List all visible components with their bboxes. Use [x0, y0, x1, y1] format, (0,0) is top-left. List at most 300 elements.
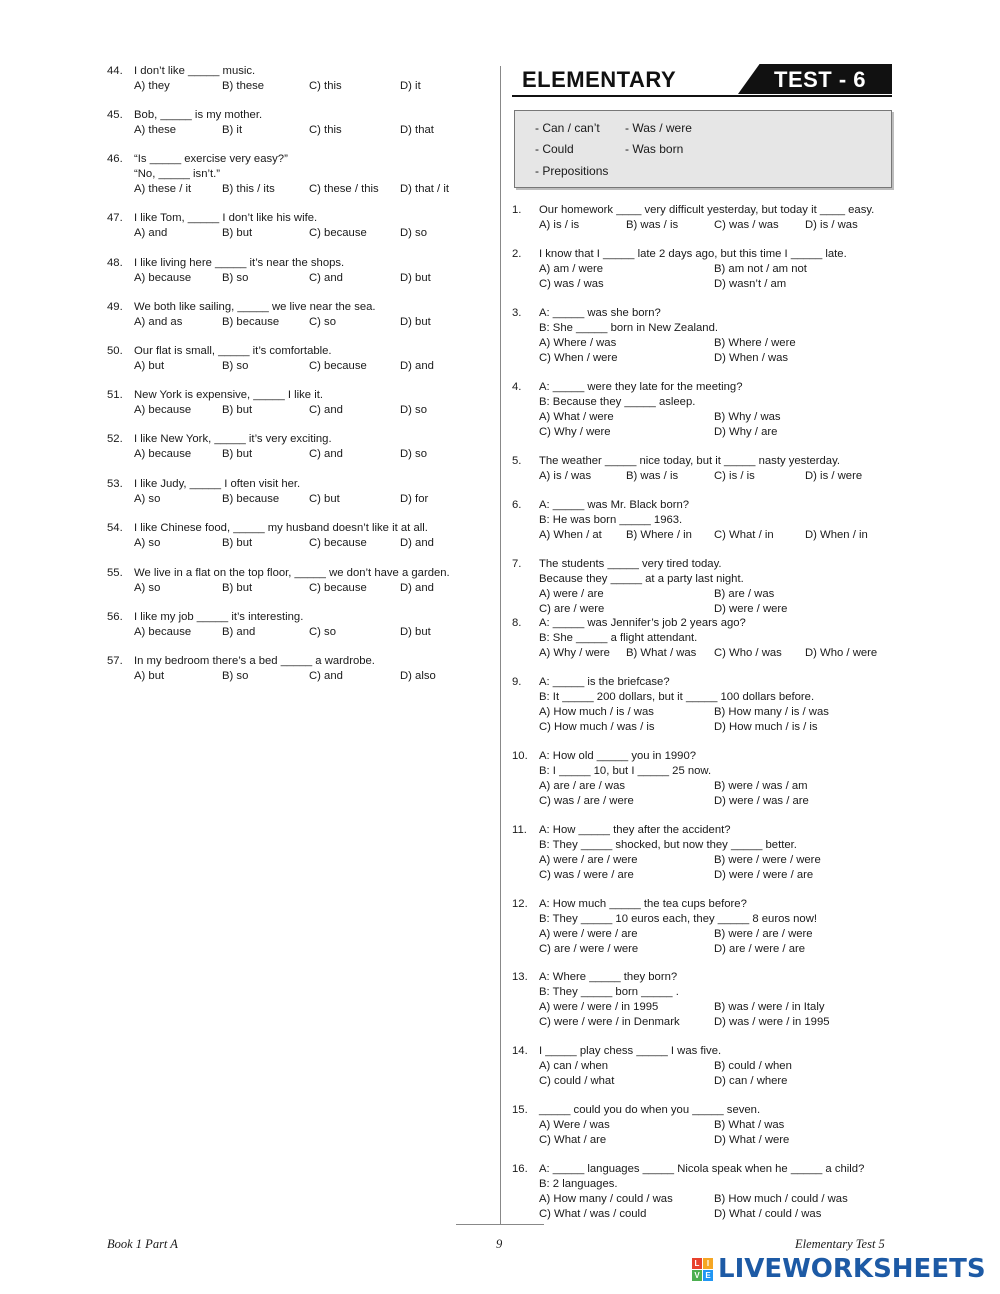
options-row [512, 351, 897, 366]
options-row [512, 794, 897, 809]
answer-option[interactable]: A) because [134, 404, 192, 416]
answer-option[interactable]: C) What / was / could [539, 1208, 647, 1220]
answer-option[interactable]: A) because [134, 626, 192, 638]
options-row [512, 1118, 897, 1133]
answer-option[interactable]: B) How much / could / was [714, 1193, 848, 1205]
question-number: 10. [512, 750, 528, 762]
answer-option[interactable]: D) for [400, 493, 429, 505]
question-number: 7. [512, 558, 522, 570]
question-text: Because they _____ at a party last night. [539, 573, 744, 585]
answer-option[interactable]: A) am / were [539, 263, 604, 275]
question-stem [107, 654, 487, 669]
options-row [107, 226, 487, 241]
answer-option[interactable]: D) so [400, 448, 427, 460]
answer-option[interactable]: A) How much / is / was [539, 706, 654, 718]
options-row [512, 1015, 897, 1030]
answer-option[interactable]: C) and [309, 448, 343, 460]
question-number: 49. [107, 301, 123, 313]
options-row [512, 602, 897, 617]
options-row [107, 123, 487, 138]
answer-option[interactable]: D) When / in [805, 529, 868, 541]
question-number: 48. [107, 257, 123, 269]
question-stem [512, 985, 897, 1000]
question-stem [512, 557, 897, 572]
question-item [107, 300, 487, 330]
answer-option[interactable]: D) but [400, 316, 431, 328]
answer-option[interactable]: C) could / what [539, 1075, 615, 1087]
options-row [107, 492, 487, 507]
answer-option[interactable]: A) were / were / are [539, 928, 638, 940]
options-row [512, 779, 897, 794]
question-stem [107, 388, 487, 403]
footer-book: Book 1 Part A [107, 1237, 178, 1251]
question-text: B: He was born _____ 1963. [539, 514, 683, 526]
question-number: 44. [107, 65, 123, 77]
answer-option[interactable]: A) When / at [539, 529, 602, 541]
answer-option[interactable]: C) was / were / are [539, 869, 634, 881]
question-item [512, 203, 897, 233]
answer-option[interactable]: C) but [309, 493, 340, 505]
question-text: B: Because they _____ asleep. [539, 396, 696, 408]
liveworksheets-brand[interactable] [692, 1256, 992, 1286]
answer-option[interactable]: C) Who / was [714, 647, 782, 659]
answer-option[interactable]: B) but [222, 537, 253, 549]
question-stem [512, 838, 897, 853]
question-text: A: _____ was Jennifer’s job 2 years ago? [539, 617, 746, 629]
answer-option[interactable]: A) and [134, 227, 168, 239]
answer-option[interactable]: C) because [309, 582, 367, 594]
question-text: I like living here _____ it’s near the shops. [134, 257, 345, 269]
options-row [512, 1074, 897, 1089]
answer-option[interactable]: A) because [134, 272, 192, 284]
answer-option[interactable]: A) were / were / in 1995 [539, 1001, 659, 1013]
answer-option[interactable]: D) was / were / in 1995 [714, 1016, 830, 1028]
question-stem [512, 203, 897, 218]
options-row [512, 1192, 897, 1207]
options-row [512, 720, 897, 735]
question-item [512, 380, 897, 440]
question-text: I like Judy, _____ I often visit her. [134, 478, 301, 490]
question-number: 55. [107, 567, 123, 579]
question-text: I like New York, _____ it’s very exciting. [134, 433, 332, 445]
answer-option[interactable]: C) so [309, 626, 336, 638]
question-stem [512, 454, 897, 469]
answer-option[interactable]: C) What / in [714, 529, 774, 541]
answer-option[interactable]: D) is / were [805, 470, 863, 482]
question-item [512, 897, 897, 957]
question-stem [512, 498, 897, 513]
level-title: ELEMENTARY [522, 67, 677, 92]
answer-option[interactable]: A) Where / was [539, 337, 617, 349]
answer-option[interactable]: B) are / was [714, 588, 775, 600]
question-item [107, 432, 487, 462]
options-row [512, 469, 897, 484]
question-number: 50. [107, 345, 123, 357]
answer-option[interactable]: B) were / was / am [714, 780, 808, 792]
topic-item: - Was / were [625, 121, 692, 135]
options-row [512, 927, 897, 942]
options-row [107, 271, 487, 286]
question-item [107, 654, 487, 684]
answer-option[interactable]: B) What / was [714, 1119, 785, 1131]
question-text: B: They _____ born _____ . [539, 986, 679, 998]
question-text: I _____ play chess _____ I was five. [539, 1045, 722, 1057]
options-row [107, 669, 487, 684]
question-stem [512, 631, 897, 646]
question-item [512, 454, 897, 484]
question-number: 14. [512, 1045, 528, 1057]
answer-option[interactable]: A) were / are [539, 588, 604, 600]
question-text: B: They _____ 10 euros each, they _____ 8 euros now! [539, 913, 818, 925]
answer-option[interactable]: C) and [309, 272, 343, 284]
answer-option[interactable]: A) How many / could / was [539, 1193, 673, 1205]
answer-option[interactable]: B) so [222, 670, 249, 682]
answer-option[interactable]: A) but [134, 360, 165, 372]
question-stem [107, 167, 487, 182]
options-row [107, 315, 487, 330]
options-row [512, 528, 897, 543]
topic-item: - Prepositions [535, 164, 609, 178]
question-item [512, 306, 897, 366]
answer-option[interactable]: C) How much / was / is [539, 721, 655, 733]
question-number: 45. [107, 109, 123, 121]
question-stem [512, 690, 897, 705]
question-stem [512, 1177, 897, 1192]
question-stem [107, 610, 487, 625]
answer-option[interactable]: D) and [400, 582, 434, 594]
options-row [512, 1000, 897, 1015]
question-text: I like Tom, _____ I don’t like his wife. [134, 212, 318, 224]
question-number: 46. [107, 153, 123, 165]
question-text: The students _____ very tired today. [539, 558, 722, 570]
question-text: I know that I _____ late 2 days ago, but this time I _____ late. [539, 248, 847, 260]
liveworksheets-wordmark: LIVEWORKSHEETS [718, 1254, 986, 1284]
question-stem [512, 749, 897, 764]
question-text: We both like sailing, _____ we live near the sea. [134, 301, 376, 313]
answer-option[interactable]: D) can / where [714, 1075, 788, 1087]
question-item [512, 1044, 897, 1089]
bottom-rule [456, 1224, 544, 1225]
answer-option[interactable]: B) it [222, 124, 243, 136]
options-row [512, 942, 897, 957]
answer-option[interactable]: C) this [309, 80, 342, 92]
question-number: 5. [512, 455, 522, 467]
question-stem [512, 395, 897, 410]
question-stem [107, 432, 487, 447]
question-text: A: How _____ they after the accident? [539, 824, 731, 836]
answer-option[interactable]: D) but [400, 626, 431, 638]
answer-option[interactable]: B) How many / is / was [714, 706, 829, 718]
answer-option[interactable]: B) was / is [626, 219, 679, 231]
question-text: Our flat is small, _____ it’s comfortable. [134, 345, 332, 357]
options-row [512, 336, 897, 351]
options-row [512, 410, 897, 425]
answer-option[interactable]: D) and [400, 360, 434, 372]
question-item [107, 610, 487, 640]
answer-option[interactable]: D) Why / are [714, 426, 778, 438]
answer-option[interactable]: D) that [400, 124, 434, 136]
question-number: 51. [107, 389, 123, 401]
question-text: “Is _____ exercise very easy?” [134, 153, 288, 165]
logo-letter: L [692, 1258, 702, 1269]
question-stem [512, 970, 897, 985]
answer-option[interactable]: D) When / was [714, 352, 789, 364]
answer-option[interactable]: A) but [134, 670, 165, 682]
question-item [512, 247, 897, 292]
answer-option[interactable]: A) is / was [539, 470, 592, 482]
answer-option[interactable]: A) so [134, 537, 161, 549]
answer-option[interactable]: D) is / was [805, 219, 858, 231]
question-text: I like Chinese food, _____ my husband doesn’t like it at all. [134, 522, 428, 534]
question-text: A: How old _____ you in 1990? [539, 750, 697, 762]
answer-option[interactable]: A) because [134, 448, 192, 460]
topic-item: - Could [535, 142, 574, 156]
answer-option[interactable]: B) was / were / in Italy [714, 1001, 825, 1013]
question-text: B: 2 languages. [539, 1178, 618, 1190]
answer-option[interactable]: B) but [222, 404, 253, 416]
question-number: 52. [107, 433, 123, 445]
question-number: 6. [512, 499, 522, 511]
question-text: A: Where _____ they born? [539, 971, 678, 983]
question-stem [512, 764, 897, 779]
answer-option[interactable]: A) What / were [539, 411, 614, 423]
answer-option[interactable]: C) were / were / in Denmark [539, 1016, 680, 1028]
answer-option[interactable]: C) because [309, 360, 367, 372]
column-divider [500, 66, 501, 1224]
question-item [107, 108, 487, 138]
answer-option[interactable]: A) and as [134, 316, 183, 328]
answer-option[interactable]: B) What / was [626, 647, 697, 659]
question-text: A: _____ languages _____ Nicola speak when he _____ a child? [539, 1163, 865, 1175]
answer-option[interactable]: B) because [222, 316, 280, 328]
question-stem [512, 1162, 897, 1177]
answer-option[interactable]: B) could / when [714, 1060, 792, 1072]
question-text: The weather _____ nice today, but it _____ nasty yesterday. [539, 455, 841, 467]
question-stem [512, 380, 897, 395]
question-item [512, 749, 897, 809]
answer-option[interactable]: B) these [222, 80, 265, 92]
test-title: TEST - 6 [774, 67, 867, 92]
liveworksheets-logo-icon [692, 1258, 714, 1282]
answer-option[interactable]: C) and [309, 670, 343, 682]
answer-option[interactable]: B) and [222, 626, 256, 638]
answer-option[interactable]: B) because [222, 493, 280, 505]
answer-option[interactable]: A) these / it [134, 183, 192, 195]
answer-option[interactable]: C) because [309, 537, 367, 549]
answer-option[interactable]: B) Why / was [714, 411, 781, 423]
question-number: 15. [512, 1104, 528, 1116]
answer-option[interactable]: C) because [309, 227, 367, 239]
answer-option[interactable]: A) can / when [539, 1060, 609, 1072]
answer-option[interactable]: D) were / were / are [714, 869, 814, 881]
topic-item: - Can / can’t [535, 121, 600, 135]
question-stem [512, 1044, 897, 1059]
question-text: B: I _____ 10, but I _____ 25 now. [539, 765, 712, 777]
options-row [107, 581, 487, 596]
question-item [512, 1103, 897, 1148]
answer-option[interactable]: D) also [400, 670, 436, 682]
question-item [107, 211, 487, 241]
answer-option[interactable]: D) but [400, 272, 431, 284]
question-item [107, 344, 487, 374]
answer-option[interactable]: D) are / were / are [714, 943, 806, 955]
answer-option[interactable]: D) and [400, 537, 434, 549]
question-number: 53. [107, 478, 123, 490]
question-number: 12. [512, 898, 528, 910]
question-item [512, 498, 897, 543]
options-row [107, 536, 487, 551]
question-stem [512, 912, 897, 927]
answer-option[interactable]: A) are / are / was [539, 780, 626, 792]
answer-option[interactable]: B) Where / were [714, 337, 796, 349]
answer-option[interactable]: B) am not / am not [714, 263, 807, 275]
question-text: B: They _____ shocked, but now they _____ better. [539, 839, 797, 851]
options-row [107, 447, 487, 462]
question-stem [107, 521, 487, 536]
answer-option[interactable]: B) was / is [626, 470, 679, 482]
question-number: 16. [512, 1163, 528, 1175]
question-number: 9. [512, 676, 522, 688]
logo-letter: I [703, 1258, 713, 1269]
answer-option[interactable]: D) that / it [400, 183, 449, 195]
question-stem [107, 64, 487, 79]
question-item [512, 616, 897, 661]
question-item [512, 675, 897, 735]
options-row [512, 218, 897, 233]
answer-option[interactable]: D) What / could / was [714, 1208, 822, 1220]
question-text: B: She _____ born in New Zealand. [539, 322, 718, 334]
question-number: 57. [107, 655, 123, 667]
options-row [107, 79, 487, 94]
logo-letter: E [703, 1270, 713, 1281]
answer-option[interactable]: D) so [400, 404, 427, 416]
question-number: 2. [512, 248, 522, 260]
answer-option[interactable]: C) was / was [714, 219, 779, 231]
answer-option[interactable]: C) is / is [714, 470, 755, 482]
question-item [107, 152, 487, 197]
question-number: 3. [512, 307, 522, 319]
answer-option[interactable]: D) were / was / are [714, 795, 809, 807]
question-item [107, 64, 487, 94]
answer-option[interactable]: C) was / are / were [539, 795, 634, 807]
question-stem [107, 566, 487, 581]
answer-option[interactable]: C) Why / were [539, 426, 611, 438]
question-number: 8. [512, 617, 522, 629]
question-stem [107, 211, 487, 226]
question-number: 13. [512, 971, 528, 983]
question-item [107, 477, 487, 507]
question-stem [512, 897, 897, 912]
answer-option[interactable]: C) are / were / were [539, 943, 639, 955]
question-text: I don’t like _____ music. [134, 65, 256, 77]
answer-option[interactable]: B) this / its [222, 183, 275, 195]
question-text: B: It _____ 200 dollars, but it _____ 100 dollars before. [539, 691, 815, 703]
answer-option[interactable]: B) but [222, 582, 253, 594]
question-stem [107, 152, 487, 167]
answer-option[interactable]: C) was / was [539, 278, 604, 290]
options-row [512, 853, 897, 868]
question-number: 1. [512, 204, 522, 216]
question-item [107, 566, 487, 596]
answer-option[interactable]: A) they [134, 80, 170, 92]
question-text: _____ could you do when you _____ seven. [539, 1104, 761, 1116]
question-text: A: _____ were they late for the meeting? [539, 381, 743, 393]
answer-option[interactable]: B) but [222, 448, 253, 460]
answer-option[interactable]: C) When / were [539, 352, 618, 364]
question-text: Our homework ____ very difficult yesterday, but today it ____ easy. [539, 204, 875, 216]
question-stem [512, 306, 897, 321]
footer-page-number: 9 [496, 1237, 503, 1251]
question-text: We live in a flat on the top floor, _____ we don’t have a garden. [134, 567, 450, 579]
question-stem [107, 344, 487, 359]
question-stem [512, 823, 897, 838]
question-text: A: _____ is the briefcase? [539, 676, 670, 688]
question-text: Bob, _____ is my mother. [134, 109, 263, 121]
answer-option[interactable]: A) Were / was [539, 1119, 610, 1131]
question-number: 54. [107, 522, 123, 534]
question-item [107, 256, 487, 286]
question-item [512, 823, 897, 883]
answer-option[interactable]: D) so [400, 227, 427, 239]
question-stem [107, 477, 487, 492]
answer-option[interactable]: B) but [222, 227, 253, 239]
options-row [512, 1133, 897, 1148]
answer-option[interactable]: B) Where / in [626, 529, 692, 541]
answer-option[interactable]: C) What / are [539, 1134, 607, 1146]
options-row [512, 1059, 897, 1074]
answer-option[interactable]: B) were / are / were [714, 928, 813, 940]
answer-option[interactable]: B) so [222, 272, 249, 284]
question-number: 11. [512, 824, 527, 836]
answer-option[interactable]: B) were / were / were [714, 854, 821, 866]
topic-item: - Was born [625, 142, 684, 156]
answer-option[interactable]: C) are / were [539, 603, 605, 615]
options-row [512, 868, 897, 883]
options-row [107, 182, 487, 197]
question-stem [512, 513, 897, 528]
answer-option[interactable]: C) so [309, 316, 336, 328]
answer-option[interactable]: A) so [134, 582, 161, 594]
question-stem [512, 321, 897, 336]
answer-option[interactable]: D) were / were [714, 603, 788, 615]
answer-option[interactable]: D) What / were [714, 1134, 790, 1146]
answer-option[interactable]: A) Why / were [539, 647, 610, 659]
answer-option[interactable]: D) How much / is / is [714, 721, 818, 733]
answer-option[interactable]: D) it [400, 80, 421, 92]
question-text: In my bedroom there’s a bed _____ a wardrobe. [134, 655, 375, 667]
question-text: A: _____ was Mr. Black born? [539, 499, 690, 511]
answer-option[interactable]: A) is / is [539, 219, 580, 231]
answer-option[interactable]: A) so [134, 493, 161, 505]
options-row [512, 425, 897, 440]
answer-option[interactable]: C) and [309, 404, 343, 416]
answer-option[interactable]: B) so [222, 360, 249, 372]
answer-option[interactable]: A) were / are / were [539, 854, 638, 866]
question-stem [512, 675, 897, 690]
question-item [107, 521, 487, 551]
answer-option[interactable]: D) wasn’t / am [714, 278, 787, 290]
options-row [512, 1207, 897, 1222]
question-stem [107, 300, 487, 315]
question-item [107, 388, 487, 418]
question-stem [107, 256, 487, 271]
answer-option[interactable]: C) this [309, 124, 342, 136]
answer-option[interactable]: A) these [134, 124, 177, 136]
options-row [512, 705, 897, 720]
answer-option[interactable]: C) these / this [309, 183, 379, 195]
question-item [512, 1162, 897, 1222]
answer-option[interactable]: D) Who / were [805, 647, 878, 659]
